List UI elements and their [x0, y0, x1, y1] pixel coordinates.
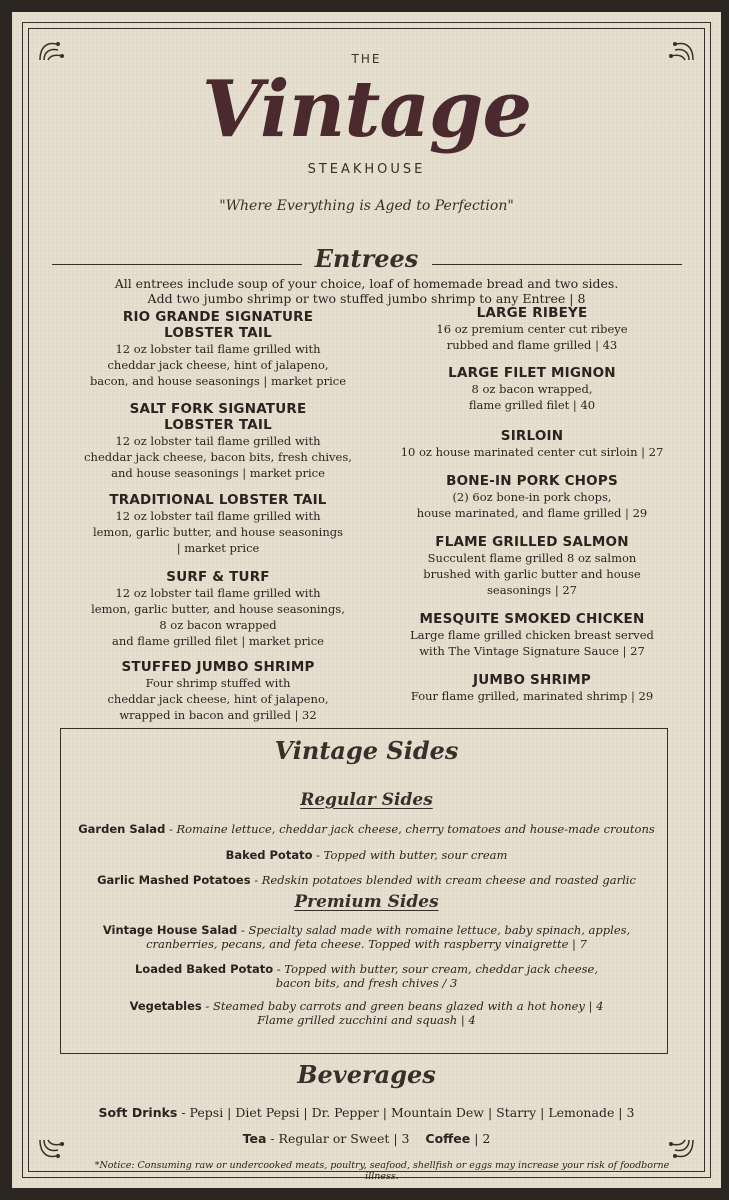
entree-desc: 12 oz lobster tail flame grilled with cheddar jack cheese, bacon bits, fresh chives, and house seasonings | market price — [84, 434, 352, 480]
soft-drinks-list: - Pepsi | Diet Pepsi | Dr. Pepper | Mountain Dew | Starry | Lemonade | 3 — [177, 1105, 635, 1120]
entree-desc: (2) 6oz bone-in pork chops, house marinated, and flame grilled | 29 — [416, 490, 648, 520]
coffee-label: Coffee — [425, 1131, 471, 1146]
beverages-title: Beverages — [297, 1060, 436, 1089]
entree-name: LARGE RIBEYE — [476, 305, 588, 321]
side-name: Vegetables — [129, 999, 202, 1013]
side-item — [72, 822, 661, 836]
entree-name: SIRLOIN — [500, 428, 564, 444]
coffee-price: | 2 — [470, 1131, 491, 1146]
side-name: Loaded Baked Potato — [134, 962, 274, 976]
entrees-addon: Add two jumbo shrimp or two stuffed jumbo shrimp to any Entree | 8 — [147, 291, 586, 306]
entree-desc: Succulent flame grilled 8 oz salmon brushed with garlic butter and house seasonings | 27 — [423, 551, 641, 597]
side-item — [72, 923, 661, 951]
entree-item — [382, 473, 682, 521]
entree-name: SURF & TURF — [166, 569, 270, 585]
side-name: Vintage House Salad — [102, 923, 238, 937]
entree-item — [68, 401, 368, 481]
entree-item — [68, 569, 368, 649]
side-name: Garden Salad — [78, 822, 166, 836]
entree-desc: 10 oz house marinated center cut sirloin | 27 — [400, 445, 664, 459]
side-desc: - Steamed baby carrots and green beans glazed with a hot honey | 4 — [201, 999, 604, 1013]
entrees-intro: All entrees include soup of your choice, loaf of homemade bread and two sides. — [114, 276, 619, 291]
entree-name: SALT FORK SIGNATURE LOBSTER TAIL — [129, 401, 307, 433]
soft-drinks-line — [12, 1105, 721, 1120]
side-name: Garlic Mashed Potatoes — [97, 873, 251, 887]
side-desc: - Topped with butter, sour cream, cheddar jack cheese, — [273, 962, 599, 976]
entree-name: RIO GRANDE SIGNATURE LOBSTER TAIL — [122, 309, 314, 341]
tagline: "Where Everything is Aged to Perfection" — [219, 198, 514, 214]
entree-item — [382, 672, 682, 704]
side-item — [72, 873, 661, 887]
brand-name: Vintage — [201, 64, 532, 155]
entree-desc: 16 oz premium center cut ribeye rubbed and flame grilled | 43 — [436, 322, 628, 352]
premium-sides-title: Premium Sides — [294, 892, 439, 912]
brand-subtitle: STEAKHOUSE — [307, 162, 426, 177]
food-safety-notice: *Notice: Consuming raw or undercooked meats, poultry, seafood, shellfish or eggs may increase your risk of foodborne illness. — [94, 1160, 670, 1182]
entree-item — [382, 611, 682, 659]
entree-item — [68, 309, 368, 389]
entree-desc: Four flame grilled, marinated shrimp | 29 — [410, 689, 654, 703]
soft-drinks-label: Soft Drinks — [98, 1105, 178, 1120]
entree-item — [382, 305, 682, 353]
entree-item — [68, 492, 368, 556]
entree-desc: Four shrimp stuffed with cheddar jack cheese, hint of jalapeno, wrapped in bacon and grilled | 32 — [107, 676, 329, 722]
tea-label: Tea — [242, 1131, 267, 1146]
tea-list: - Regular or Sweet | 3 — [266, 1131, 410, 1146]
entree-name: MESQUITE SMOKED CHICKEN — [419, 611, 645, 627]
entree-desc: 12 oz lobster tail flame grilled with cheddar jack cheese, hint of jalapeno, bacon, and house seasonings | market price — [89, 342, 347, 388]
side-item — [72, 962, 661, 990]
side-desc-cont: bacon bits, and fresh chives / 3 — [275, 976, 458, 990]
entree-name: BONE-IN PORK CHOPS — [446, 473, 618, 489]
entree-item — [382, 365, 682, 413]
entree-item — [382, 428, 682, 460]
brand-prefix: THE — [351, 52, 382, 66]
entree-name: JUMBO SHRIMP — [472, 672, 592, 688]
entree-desc: 8 oz bacon wrapped, flame grilled filet | 40 — [468, 382, 596, 412]
side-name: Baked Potato — [225, 848, 313, 862]
entree-name: FLAME GRILLED SALMON — [435, 534, 629, 550]
entree-name: TRADITIONAL LOBSTER TAIL — [109, 492, 327, 508]
tea-coffee-line — [12, 1131, 721, 1146]
side-desc-cont: Flame grilled zucchini and squash | 4 — [257, 1013, 476, 1027]
menu-page — [12, 12, 721, 1188]
entree-name: STUFFED JUMBO SHRIMP — [121, 659, 315, 675]
side-desc: - Topped with butter, sour cream — [312, 848, 508, 862]
sides-title: Vintage Sides — [274, 736, 459, 765]
entrees-title: Entrees — [314, 244, 419, 273]
regular-sides-title: Regular Sides — [300, 790, 433, 810]
entree-desc: 12 oz lobster tail flame grilled with lemon, garlic butter, and house seasonings | market price — [92, 509, 344, 555]
side-desc: - Romaine lettuce, cheddar jack cheese, cherry tomatoes and house-made croutons — [165, 822, 655, 836]
side-desc-cont: cranberries, pecans, and feta cheese. Topped with raspberry vinaigrette | 7 — [146, 937, 587, 951]
side-item — [72, 999, 661, 1027]
side-item — [72, 848, 661, 862]
entree-name: LARGE FILET MIGNON — [448, 365, 616, 381]
entree-desc: Large flame grilled chicken breast served with The Vintage Signature Sauce | 27 — [410, 628, 654, 658]
side-desc: - Specialty salad made with romaine lettuce, baby spinach, apples, — [237, 923, 631, 937]
entree-desc: 12 oz lobster tail flame grilled with lemon, garlic butter, and house seasonings, 8 oz bacon wrapped and flame grilled filet | market price — [91, 586, 345, 648]
side-desc: - Redskin potatoes blended with cream cheese and roasted garlic — [250, 873, 636, 887]
entree-item — [382, 534, 682, 598]
entree-item — [68, 659, 368, 723]
